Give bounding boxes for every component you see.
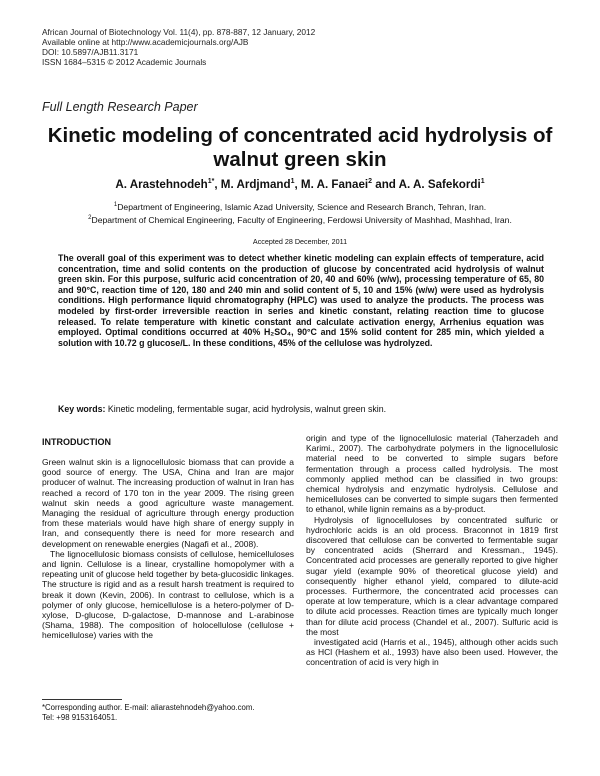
issn-line: ISSN 1684–5315 © 2012 Academic Journals — [42, 57, 207, 67]
accepted-date: Accepted 28 December, 2011 — [252, 237, 348, 246]
footnote-divider — [42, 699, 122, 700]
author-name: A. A. Safekordi — [398, 178, 481, 191]
author-separator: , — [214, 178, 221, 191]
author-name: M. Ardjmand — [220, 178, 291, 191]
affiliations — [40, 200, 560, 226]
author-sup: 1* — [207, 178, 215, 186]
paragraph: investigated acid (Harris et al., 1945), although other acids such as HCl (Hashem et al., 1993) have also been used. However, the concentration of acid is very high in — [306, 637, 558, 668]
paragraph: The lignocellulosic biomass consists of cellulose, hemicelluloses and lignin. Cellulose is a linear, crystalline homopolymer with a repeating unit of glucose held together by beta-glucosidic linkages. The structure is rigid and as a result harsh treatment is required to break it down (Kevin, 2006). In contrast to cellulose, which is a polymer of only glucose, hemicellulose is a hetero-polymer of D-xylose, D-glucose, D-galactose, D-mannose and L-arabinose (Shama, 1988). The composition of holocellulose (cellulose + hemicellulose) varies with the — [42, 548, 294, 641]
available-line: Available online at http://www.academicjournals.org/AJB — [42, 37, 249, 47]
author-separator: , — [294, 178, 301, 191]
author-sup: 1 — [480, 178, 485, 186]
affiliation-sup: 2 — [88, 214, 92, 221]
author-separator: and — [372, 178, 399, 191]
author-name: M. A. Fanaei — [300, 178, 369, 191]
footnote — [42, 703, 294, 722]
affiliation-text: Department of Engineering, Islamic Azad University, Science and Research Branch, Tehran, Iran. — [117, 201, 487, 212]
affiliation-2 — [40, 213, 560, 226]
left-column — [42, 457, 294, 641]
paragraph: Hydrolysis of lignocelluloses by concentrated sulfuric or hydrochloric acids is an old process. Braconnot in 1819 first discovered that cellulose can be converted to fermentable sugar by concentrated acids (Sherrard and Kressman., 1945). Concentrated acid processes are generally reported to give higher sugar yield (example 90% of theoretical glucose yield) and consequently higher ethanol yield, compared to dilute-acid processes. Furthermore, the concentrated acid processes can operate at low temperature, which is a clear advantage compared to dilute acid processes. Reaction times are typically much longer than for dilute acid process (Chandel et al., 2007). Sulfuric acid is the most — [306, 514, 558, 637]
doi-line: DOI: 10.5897/AJB11.3171 — [42, 47, 139, 57]
corresponding-author: *Corresponding author. E-mail: aliarastehnodeh@yahoo.com. — [42, 703, 255, 712]
paragraph: origin and type of the lignocellulosic material (Taherzadeh and Karimi., 2007). The carbohydrate polymers in the lignocellulosic material need to be converted to simple sugars before fermentation through a process called hydrolysis. The most commonly applied method can be classified in two groups: chemical hydrolysis and enzymatic hydrolysis. Cellulose and hemicelluloses can be converted to simple sugars then fermented to ethanol, while lignin remains as a by-product. — [306, 433, 558, 515]
journal-header — [42, 27, 315, 67]
author-name: A. Arastehnodeh — [115, 178, 208, 191]
journal-line: African Journal of Biotechnology Vol. 11(4), pp. 878-887, 12 January, 2012 — [42, 27, 316, 37]
intro-heading: INTRODUCTION — [42, 437, 111, 447]
telephone: Tel: +98 9153164051. — [42, 712, 118, 722]
keywords-label: Key words: — [58, 404, 106, 414]
affiliation-sup: 1 — [113, 202, 118, 208]
author-sup: 1 — [290, 178, 295, 186]
paper-title: Kinetic modeling of concentrated acid hydrolysis of walnut green skin — [47, 124, 553, 171]
paragraph: Green walnut skin is a lignocellulosic biomass that can provide a good source of energy. The USA, China and Iran are major producer of walnut. The increasing production of walnut in Iran has reached a record of 170 ton in the year 2009. The rising green walnut skin needs a good agriculture waste management. Managing the residual of agriculture through energy production from these materials would have high share of energy supply in Iran, and consequently there is need for more research and development on renewable energies (Nagafi et al., 2008). — [42, 457, 294, 549]
right-column — [306, 433, 558, 668]
keywords — [58, 404, 544, 414]
affiliation-text: Department of Chemical Engineering, Faculty of Engineering, Ferdowsi University of Mashhad, Mashhad, Iran. — [91, 214, 512, 225]
author-list — [40, 178, 560, 191]
affiliation-1 — [40, 200, 560, 213]
paper-type: Full Length Research Paper — [42, 100, 198, 114]
abstract: The overall goal of this experiment was to detect whether kinetic modeling can explain effects of temperature, acid concentration, time and solid contents on the production of glucose by concentrated acid hydrolysis of walnut green skin. For this purpose, sulfuric acid concentration of 20, 40 and 60% (w/w), processing temperature of 65, 80 and 90°C, reaction time of 120, 180 and 240 min and solid content of 5, 10 and 15% (w/w) were used as hydrolysis conditions. High performance liquid chromatography (HPLC) was used to analyze the products. The process was modeled by first-order irreversible reaction in series and kinetic constant, relating reaction time to glucose released. To relate temperature with kinetic constant and calculate activation energy, Arrhenius equation was employed. Optimal conditions occurred at 40% H₂SO₄, 90°C and 15% solid content for 285 min, which yielded a solution with 10.72 g glucose/L. In these conditions, 45% of the cellulose was hydrolyzed. — [58, 253, 544, 348]
author-sup: 2 — [368, 178, 373, 186]
keywords-text: Kinetic modeling, fermentable sugar, acid hydrolysis, walnut green skin. — [105, 404, 387, 414]
